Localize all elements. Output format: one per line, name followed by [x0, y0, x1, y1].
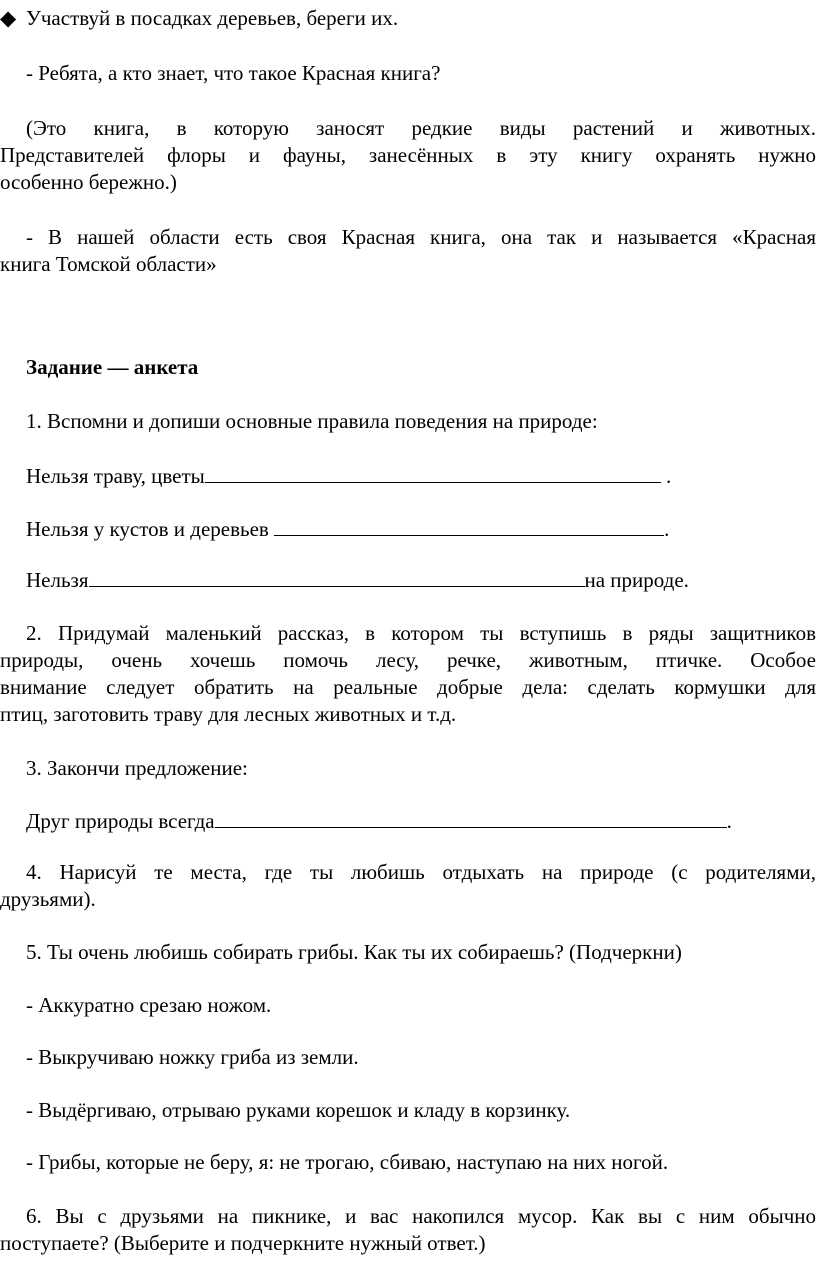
q1-fill-3-suffix: на природе. — [584, 568, 689, 592]
q1-fill-3 — [26, 566, 816, 593]
intro-region-line-1: - В нашей области есть своя Красная книга, она так и называется «Красная — [26, 225, 816, 249]
diamond-bullet-icon: ◆ — [0, 6, 17, 30]
q5-option-3: - Выдёргиваю, отрываю руками корешок и кладу в корзинку. — [26, 1098, 571, 1122]
q3-fill-suffix: . — [726, 809, 732, 833]
q2-line-3: внимание следует обратить на реальные добрые дела: сделать кормушки для — [0, 675, 816, 699]
q3-fill-blank[interactable] — [215, 807, 727, 828]
q1-fill-3-blank[interactable] — [89, 566, 585, 587]
q2-line-4: птиц, заготовить траву для лесных животных и т.д. — [0, 702, 457, 726]
q1-text: 1. Вспомни и допиши основные правила поведения на природе: — [26, 409, 598, 433]
q1-fill-1-prefix: Нельзя траву, цветы — [26, 464, 205, 488]
q2-line-1: 2. Придумай маленький рассказ, в котором ты вступишь в ряды защитников — [26, 621, 816, 645]
q6-line-1: 6. Вы с друзьями на пикнике, и вас накопился мусор. Как вы с ним обычно — [26, 1204, 816, 1228]
q1-fill-2-blank[interactable] — [274, 515, 664, 536]
q1-fill-1-suffix: . — [660, 464, 672, 488]
q3-fill-prefix: Друг природы всегда — [26, 809, 215, 833]
task-heading: Задание — анкета — [26, 355, 199, 379]
q3-text: 3. Закончи предложение: — [26, 756, 248, 780]
intro-rule-text: Участвуй в посадках деревьев, береги их. — [26, 6, 399, 30]
q1-fill-2-prefix: Нельзя у кустов и деревьев — [26, 517, 275, 541]
intro-answer-line-2: Представителей флоры и фауны, занесённых в эту книгу охранять нужно — [0, 143, 816, 167]
q1-fill-1 — [26, 462, 816, 489]
q5-option-4: - Грибы, которые не беру, я: не трогаю, сбиваю, наступаю на них ногой. — [26, 1150, 669, 1174]
q5-option-1: - Аккуратно срезаю ножом. — [26, 993, 272, 1017]
q6-line-2: поступаете? (Выберите и подчеркните нужный ответ.) — [0, 1231, 486, 1255]
q2-line-2: природы, очень хочешь помочь лесу, речке, животным, птичке. Особое — [0, 648, 816, 672]
q3-fill — [26, 807, 816, 834]
intro-rule-line — [0, 5, 816, 31]
q1-fill-3-prefix: Нельзя — [26, 568, 89, 592]
q1-fill-2-suffix: . — [664, 517, 670, 541]
q5-text: 5. Ты очень любишь собирать грибы. Как ты их собираешь? (Подчеркни) — [26, 940, 682, 964]
intro-region-line-2: книга Томской области» — [0, 252, 217, 276]
q1-fill-1-blank[interactable] — [205, 462, 661, 483]
intro-question: - Ребята, а кто знает, что такое Красная книга? — [26, 61, 441, 85]
intro-answer-line-3: особенно бережно.) — [0, 170, 177, 194]
q4-line-2: друзьями). — [0, 887, 96, 911]
q4-line-1: 4. Нарисуй те места, где ты любишь отдыхать на природе (с родителями, — [26, 860, 816, 884]
intro-answer-line-1: (Это книга, в которую заносят редкие виды растений и животных. — [26, 116, 816, 140]
q5-option-2: - Выкручиваю ножку гриба из земли. — [26, 1045, 359, 1069]
q1-fill-2 — [26, 515, 816, 542]
